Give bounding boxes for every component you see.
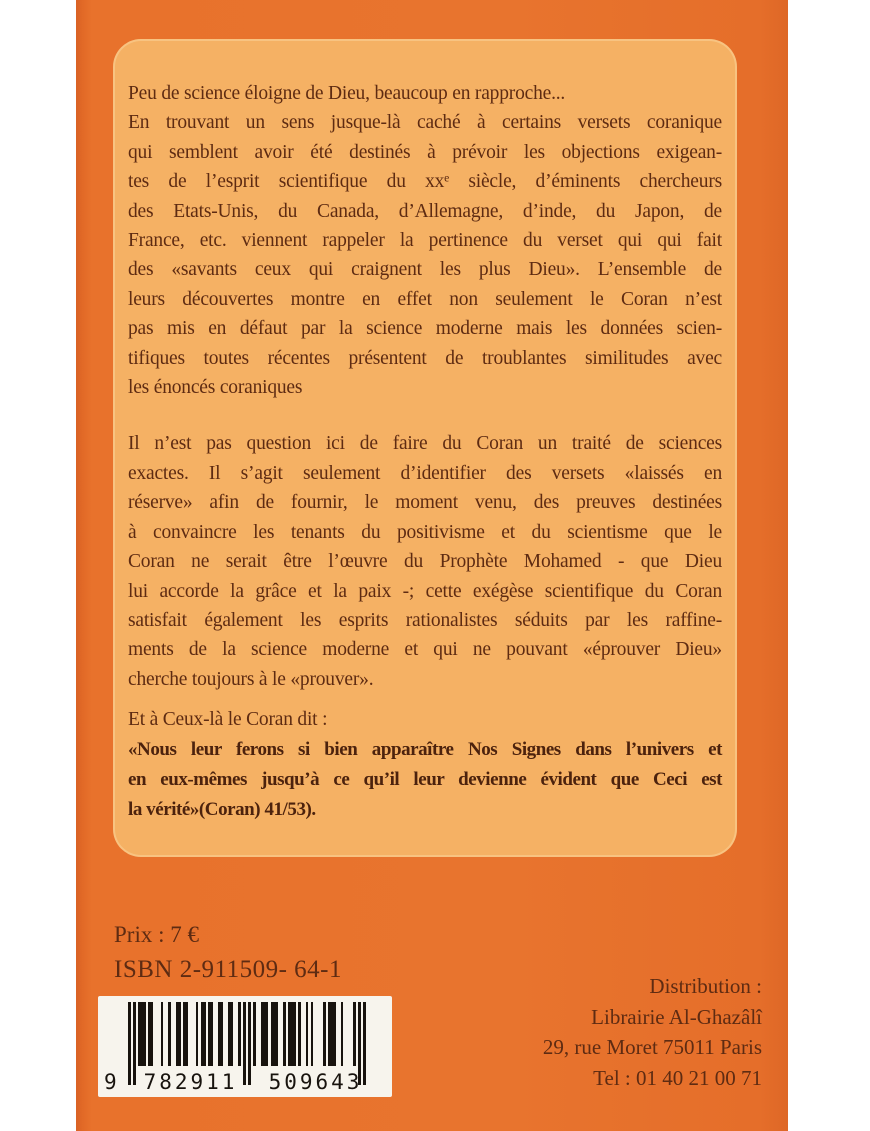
barcode-bar <box>333 1002 336 1066</box>
distribution-block <box>543 971 762 1093</box>
barcode-bar <box>283 1002 286 1066</box>
barcode-bar <box>253 1002 256 1066</box>
barcode-bar <box>311 1002 314 1066</box>
barcode-bar <box>221 1002 224 1066</box>
text-line: leurs découvertes montre en effet non seulement le Coran n’est <box>128 288 722 310</box>
text-line: qui semblent avoir été destinés à prévoir les objections exigean- <box>128 141 722 163</box>
text-line: des Etats-Unis, du Canada, d’Allemagne, d’inde, du Japon, de <box>128 200 722 222</box>
text-line: réserve» afin de fournir, le moment venu, des preuves destinées <box>128 492 722 514</box>
barcode-bar <box>178 1002 181 1066</box>
barcode-bar <box>266 1002 269 1066</box>
distribution-line: Tel : 01 40 21 00 71 <box>593 1065 762 1090</box>
price-label: Prix : 7 € <box>114 922 199 947</box>
text-line: à convaincre les tenants du positivisme et du scientisme que le <box>128 521 722 543</box>
barcode <box>98 996 392 1097</box>
text-line: satisfait également les esprits rationalistes séduits par les raffine- <box>128 609 722 631</box>
barcode-bar <box>196 1002 199 1066</box>
body-text <box>128 79 722 825</box>
text-line: tes de l’esprit scientifique du xxᵉ siècle, d’éminents chercheurs <box>128 171 722 193</box>
barcode-digit-group: 9 <box>104 1070 117 1094</box>
text-line: tifiques toutes récentes présentent de troublantes similitudes avec <box>128 347 722 369</box>
barcode-bar <box>211 1002 214 1066</box>
barcode-bar <box>323 1002 326 1066</box>
paragraph <box>128 429 722 694</box>
text-line: En trouvant un sens jusque-là caché à certains versets coranique <box>128 112 722 134</box>
text-line: les énoncés coraniques <box>128 377 303 399</box>
quote-paragraph <box>128 735 722 825</box>
text-line: la vérité»(Coran) 41/53). <box>128 798 316 820</box>
text-line: lui accorde la grâce et la paix -; cette exégèse scientifique du Coran <box>128 580 722 602</box>
isbn-label: ISBN 2-911509- 64-1 <box>114 956 343 983</box>
barcode-bar <box>341 1002 344 1066</box>
text-line: France, etc. viennent rappeler la pertinence du verset qui qui fait <box>128 230 722 252</box>
barcode-bar <box>238 1002 241 1066</box>
text-line: Il n’est pas question ici de faire du Coran un traité de sciences <box>128 433 722 455</box>
distribution-line: Distribution : <box>649 974 762 998</box>
barcode-bar <box>293 1002 296 1066</box>
barcode-bar <box>276 1002 279 1066</box>
text-line: «Nous leur ferons si bien apparaître Nos Signes dans l’univers et <box>128 738 722 760</box>
barcode-bar <box>353 1002 356 1066</box>
text-line: cherche toujours à le «prouver». <box>128 668 374 690</box>
barcode-bar <box>151 1002 154 1066</box>
barcode-bar <box>306 1002 309 1066</box>
barcode-bar <box>161 1002 164 1066</box>
barcode-bar <box>143 1002 146 1066</box>
barcode-bar <box>186 1002 189 1066</box>
text-line: Et à Ceux-là le Coran dit : <box>128 709 328 731</box>
paragraph <box>128 705 722 734</box>
cover-background <box>76 0 788 1131</box>
barcode-bar <box>168 1002 171 1066</box>
barcode-digit-group: 782911 <box>143 1070 238 1094</box>
text-line: Coran ne serait être l’œuvre du Prophète Mohamed - que Dieu <box>128 551 722 573</box>
barcode-bar <box>231 1002 234 1066</box>
text-line: en eux-mêmes jusqu’à ce qu’il leur devienne évident que Ceci est <box>128 768 722 790</box>
text-line: des «savants ceux qui craignent les plus Dieu». L’ensemble de <box>128 259 722 281</box>
barcode-digit-group: 509643 <box>268 1070 363 1094</box>
text-line: exactes. Il s’agit seulement d’identifier des versets «laissés en <box>128 462 722 484</box>
distribution-line: 29, rue Moret 75011 Paris <box>542 1035 762 1059</box>
text-panel <box>113 39 737 857</box>
barcode-bar <box>298 1002 301 1066</box>
barcode-digits <box>104 1070 378 1094</box>
text-line: pas mis en défaut par la science moderne mais les données scien- <box>128 318 722 340</box>
paragraph <box>128 108 722 402</box>
barcode-bar <box>203 1002 206 1066</box>
text-line: ments de la science moderne et qui ne pouvant «éprouver Dieu» <box>128 639 722 661</box>
paragraph <box>128 79 722 108</box>
distribution-line: Librairie Al-Ghazâlî <box>591 1004 762 1029</box>
text-line: Peu de science éloigne de Dieu, beaucoup en rapproche... <box>128 83 566 104</box>
